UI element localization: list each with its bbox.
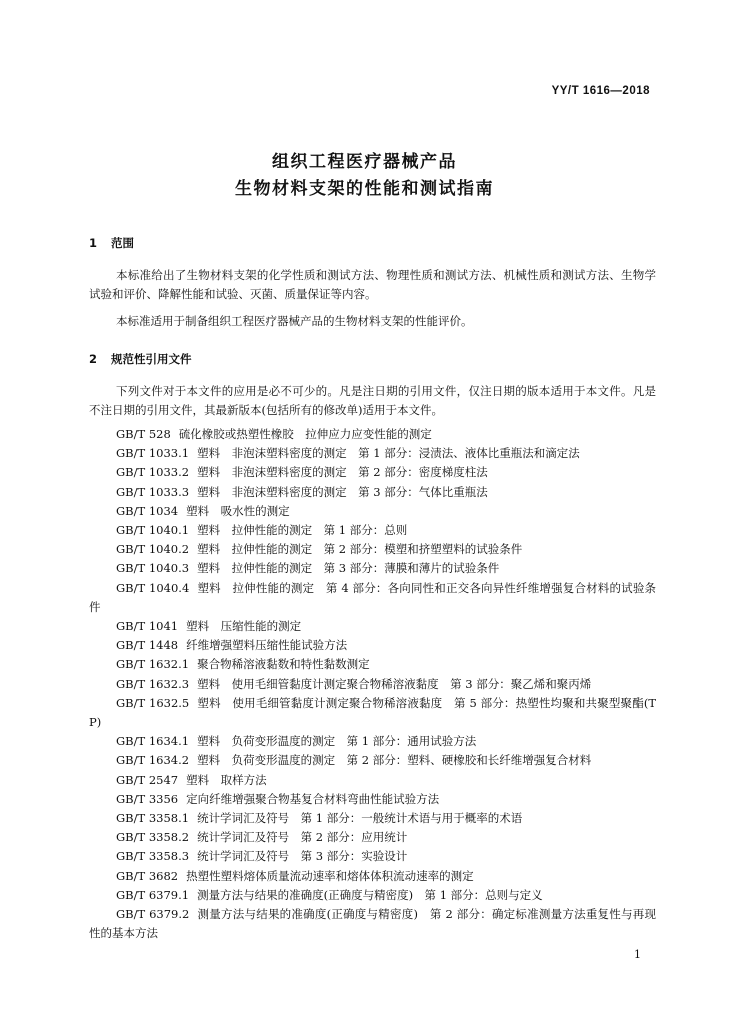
scope-paragraph-1: 本标准给出了生物材料支架的化学性质和测试方法、物理性质和测试方法、机械性质和测试方法、生物学试验和评价、降解性能和试验、灭菌、质量保证等内容。 bbox=[89, 268, 656, 301]
reference-code: GB/T 1033.3 bbox=[116, 484, 190, 499]
reference-title: 定向纤维增强聚合物基复合材料弯曲性能试验方法 bbox=[186, 791, 440, 806]
reference-item bbox=[89, 521, 656, 540]
reference-item bbox=[89, 540, 656, 559]
reference-item bbox=[89, 559, 656, 578]
reference-title: 塑料 拉伸性能的测定 第 1 部分：总则 bbox=[197, 523, 408, 538]
reference-code: GB/T 1448 bbox=[116, 638, 179, 653]
reference-item bbox=[89, 483, 656, 502]
reference-code: GB/T 1033.1 bbox=[116, 446, 190, 461]
section-heading-normative-references bbox=[89, 351, 192, 367]
reference-code: GB/T 3356 bbox=[116, 791, 179, 806]
reference-item bbox=[89, 828, 656, 847]
document-title-line-1: 组织工程医疗器械产品 bbox=[272, 152, 457, 172]
reference-code: GB/T 6379.2 bbox=[116, 907, 190, 922]
reference-code: GB/T 1033.2 bbox=[116, 465, 190, 480]
reference-title: 塑料 使用毛细管黏度计测定聚合物稀溶液黏度 第 3 部分：聚乙烯和聚丙烯 bbox=[197, 676, 592, 691]
reference-title: 塑料 非泡沫塑料密度的测定 第 2 部分：密度梯度柱法 bbox=[197, 465, 488, 480]
reference-code: GB/T 6379.1 bbox=[116, 887, 190, 902]
reference-title: 塑料 取样方法 bbox=[186, 772, 267, 787]
reference-item bbox=[89, 675, 656, 694]
reference-item bbox=[89, 694, 656, 732]
reference-title: 塑料 负荷变形温度的测定 第 2 部分：塑料、硬橡胶和长纤维增强复合材料 bbox=[197, 753, 592, 768]
reference-title: 塑料 拉伸性能的测定 第 2 部分：模塑和挤塑塑料的试验条件 bbox=[197, 542, 523, 557]
reference-item bbox=[89, 444, 656, 463]
reference-code: GB/T 3358.1 bbox=[116, 811, 190, 826]
reference-title: 统计学词汇及符号 第 3 部分：实验设计 bbox=[197, 849, 408, 864]
reference-code: GB/T 1632.3 bbox=[116, 676, 190, 691]
reference-item bbox=[89, 617, 656, 636]
reference-code: GB/T 2547 bbox=[116, 772, 179, 787]
reference-title: 测量方法与结果的准确度(正确度与精密度) 第 2 部分：确定标准测量方法重复性与再现性的基本方法 bbox=[89, 907, 656, 941]
section-title: 范围 bbox=[111, 236, 134, 250]
reference-item bbox=[89, 809, 656, 828]
reference-item bbox=[89, 636, 656, 655]
reference-title: 塑料 非泡沫塑料密度的测定 第 1 部分：浸渍法、液体比重瓶法和滴定法 bbox=[197, 446, 580, 461]
reference-list bbox=[89, 425, 656, 943]
reference-item bbox=[89, 905, 656, 943]
reference-code: GB/T 3358.3 bbox=[116, 849, 190, 864]
reference-title: 塑料 使用毛细管黏度计测定聚合物稀溶液黏度 第 5 部分：热塑性均聚和共聚型聚酯(TP) bbox=[89, 695, 657, 730]
reference-item bbox=[89, 502, 656, 521]
reference-title: 聚合物稀溶液黏数和特性黏数测定 bbox=[197, 657, 370, 672]
reference-code: GB/T 1041 bbox=[116, 619, 179, 634]
reference-title: 热塑性塑料熔体质量流动速率和熔体体积流动速率的测定 bbox=[186, 868, 474, 883]
reference-title: 塑料 非泡沫塑料密度的测定 第 3 部分：气体比重瓶法 bbox=[197, 484, 488, 499]
reference-code: GB/T 1040.2 bbox=[116, 542, 190, 557]
reference-item bbox=[89, 579, 656, 617]
reference-code: GB/T 1632.5 bbox=[116, 695, 190, 710]
reference-title: 塑料 压缩性能的测定 bbox=[186, 619, 302, 634]
reference-code: GB/T 528 bbox=[116, 427, 171, 441]
reference-title: 测量方法与结果的准确度(正确度与精密度) 第 1 部分：总则与定义 bbox=[197, 887, 543, 902]
reference-title: 塑料 拉伸性能的测定 第 3 部分：薄膜和薄片的试验条件 bbox=[197, 561, 500, 576]
reference-title: 塑料 吸水性的测定 bbox=[186, 503, 290, 518]
section-number: 1 bbox=[89, 236, 98, 250]
reference-title: 统计学词汇及符号 第 1 部分：一般统计术语与用于概率的术语 bbox=[197, 811, 523, 826]
scope-paragraph-2: 本标准适用于制备组织工程医疗器械产品的生物材料支架的性能评价。 bbox=[116, 314, 473, 328]
reference-title: 塑料 负荷变形温度的测定 第 1 部分：通用试验方法 bbox=[197, 734, 477, 749]
reference-title: 纤维增强塑料压缩性能试验方法 bbox=[186, 638, 348, 653]
reference-item bbox=[89, 732, 656, 751]
reference-item bbox=[89, 867, 656, 886]
reference-code: GB/T 3682 bbox=[116, 868, 179, 883]
reference-item bbox=[89, 847, 656, 866]
reference-code: GB/T 1040.4 bbox=[116, 580, 190, 595]
reference-title: 统计学词汇及符号 第 2 部分：应用统计 bbox=[197, 830, 408, 845]
section-title: 规范性引用文件 bbox=[111, 352, 192, 366]
reference-code: GB/T 1632.1 bbox=[116, 657, 190, 672]
standard-number: YY/T 1616—2018 bbox=[551, 85, 650, 97]
reference-code: GB/T 1040.1 bbox=[116, 523, 190, 538]
reference-item bbox=[89, 425, 656, 444]
reference-item bbox=[89, 463, 656, 482]
reference-item bbox=[89, 751, 656, 770]
document-title-line-2: 生物材料支架的性能和测试指南 bbox=[235, 179, 494, 199]
reference-title: 硫化橡胶或热塑性橡胶 拉伸应力应变性能的测定 bbox=[178, 427, 432, 441]
reference-item bbox=[89, 771, 656, 790]
reference-item bbox=[89, 886, 656, 905]
page-number: 1 bbox=[634, 948, 641, 961]
reference-code: GB/T 3358.2 bbox=[116, 830, 190, 845]
references-intro-paragraph: 下列文件对于本文件的应用是必不可少的。凡是注日期的引用文件，仅注日期的版本适用于本文件。凡是不注日期的引用文件，其最新版本(包括所有的修改单)适用于本文件。 bbox=[89, 384, 656, 417]
reference-item bbox=[89, 655, 656, 674]
section-number: 2 bbox=[89, 352, 98, 366]
reference-code: GB/T 1034 bbox=[116, 503, 179, 518]
section-heading-scope bbox=[89, 235, 134, 251]
reference-code: GB/T 1634.2 bbox=[116, 753, 190, 768]
reference-title: 塑料 拉伸性能的测定 第 4 部分：各向同性和正交各向异性纤维增强复合材料的试验条件 bbox=[89, 580, 657, 614]
reference-code: GB/T 1634.1 bbox=[116, 734, 190, 749]
reference-item bbox=[89, 790, 656, 809]
reference-code: GB/T 1040.3 bbox=[116, 561, 190, 576]
